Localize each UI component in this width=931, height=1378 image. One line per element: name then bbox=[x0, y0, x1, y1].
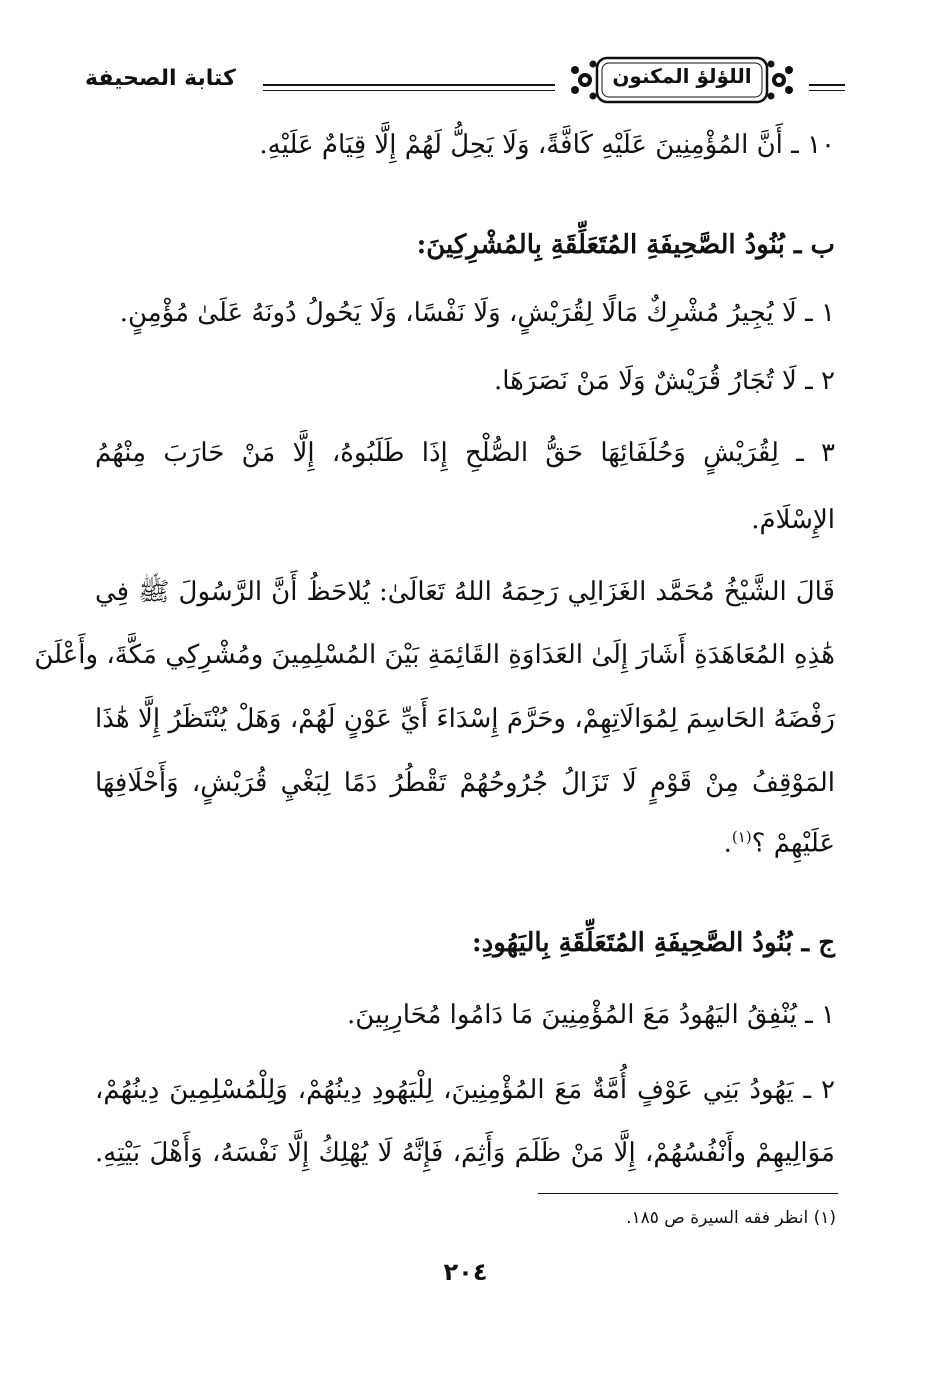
footnote: (١) انظر فقه السيرة ص ١٨٥. bbox=[626, 1208, 836, 1228]
quote-line-3: رَفْضَهُ الحَاسِمَ لِمُوَالَاتِهِمْ، وحَرَّمَ إِسْدَاءَ أَيِّ عَوْنٍ لَهُمْ، وَهَلْ يُنْتَظَرُ إِلَّا هَٰذَا bbox=[95, 704, 835, 734]
section-heading-c: ج ـ بُنُودُ الصَّحِيفَةِ المُتَعَلِّقَةِ بِاليَهُودِ: bbox=[472, 928, 835, 958]
page-number: ٢٠٤ bbox=[443, 1258, 488, 1286]
clause-c2-line2: مَوَالِيهِمْ وأَنْفُسُهُمْ، إِلَّا مَنْ ظَلَمَ وَأَثِمَ، فَإِنَّهُ لَا يُهْلِكُ إِلَّا نَفْسَهُ، وَأَهْلَ بَيْتِهِ. bbox=[95, 1138, 835, 1168]
quote-end: . bbox=[723, 828, 732, 859]
header-rule bbox=[263, 90, 555, 91]
clause-b1: ١ ـ لَا يُجِيرُ مُشْرِكٌ مَالًا لِقُرَيْشٍ، وَلَا نَفْسًا، وَلَا يَحُولُ دُونَهُ عَلَىٰ مُؤْمِنٍ. bbox=[119, 298, 835, 328]
quote-tail: عَلَيْهِمْ ؟ bbox=[751, 828, 835, 859]
footnote-reference: (١) bbox=[731, 828, 752, 846]
clause-c2-line1: ٢ ـ يَهُودُ بَنِي عَوْفٍ أُمَّةٌ مَعَ المُؤْمِنِينَ، لِلْيَهُودِ دِينُهُمْ، وَلِلْمُسْلِمِينَ دِينُهُمْ، bbox=[95, 1075, 835, 1105]
header-rule bbox=[809, 84, 845, 86]
header-rule bbox=[809, 90, 845, 91]
header-rule bbox=[263, 84, 555, 86]
quote-line-2: هَٰذِهِ المُعَاهَدَةِ أَشَارَ إِلَىٰ العَدَاوَةِ القَائِمَةِ بَيْنَ المُسْلِمِينَ ومُشْرِكِي مَكَّةَ، وأَعْلَنَ bbox=[34, 640, 835, 670]
page-header bbox=[85, 44, 845, 116]
book-title: اللؤلؤ المكنون bbox=[612, 64, 752, 88]
quote-line-5 bbox=[95, 828, 835, 859]
quote-line-4: المَوْقِفُ مِنْ قَوْمٍ لَا تَزَالُ جُرُوحُهُمْ تَقْطُرُ دَمًا لِبَغْيِ قُرَيْشٍ، وَأَحْلَافِهَا bbox=[95, 768, 835, 798]
quote-line-1: قَالَ الشَّيْخُ مُحَمَّد الغَزَالِي رَحِمَهُ اللهُ تَعَالَىٰ: يُلاحَظُ أَنَّ الرَّسُولَ ﷺ فِي bbox=[95, 577, 835, 607]
section-heading-b: ب ـ بُنُودُ الصَّحِيفَةِ المُتَعَلِّقَةِ بِالمُشْرِكِينَ: bbox=[416, 230, 835, 260]
clause-b2: ٢ ـ لَا تُجَارُ قُرَيْشٌ وَلَا مَنْ نَصَرَهَا. bbox=[493, 366, 835, 396]
clause-10: ١٠ ـ أَنَّ المُؤْمِنِينَ عَلَيْهِ كَافَّةً، وَلَا يَحِلُّ لَهُمْ إِلَّا قِيَامٌ عَلَيْهِ. bbox=[259, 130, 835, 160]
clause-b3-line2: الإِسْلَامَ. bbox=[751, 505, 835, 535]
book-title-badge bbox=[567, 50, 797, 110]
footnote-rule bbox=[538, 1193, 838, 1194]
clause-c1: ١ ـ يُنْفِقُ اليَهُودُ مَعَ المُؤْمِنِينَ مَا دَامُوا مُحَارِبِينَ. bbox=[347, 1000, 835, 1030]
chapter-title: كتابة الصحيفة bbox=[85, 66, 236, 91]
clause-b3-line1: ٣ ـ لِقُرَيْشٍ وَحُلَفَائِهَا حَقُّ الصُّلْحِ إِذَا طَلَبُوهُ، إِلَّا مَنْ حَارَبَ مِنْهُمُ bbox=[95, 438, 835, 468]
